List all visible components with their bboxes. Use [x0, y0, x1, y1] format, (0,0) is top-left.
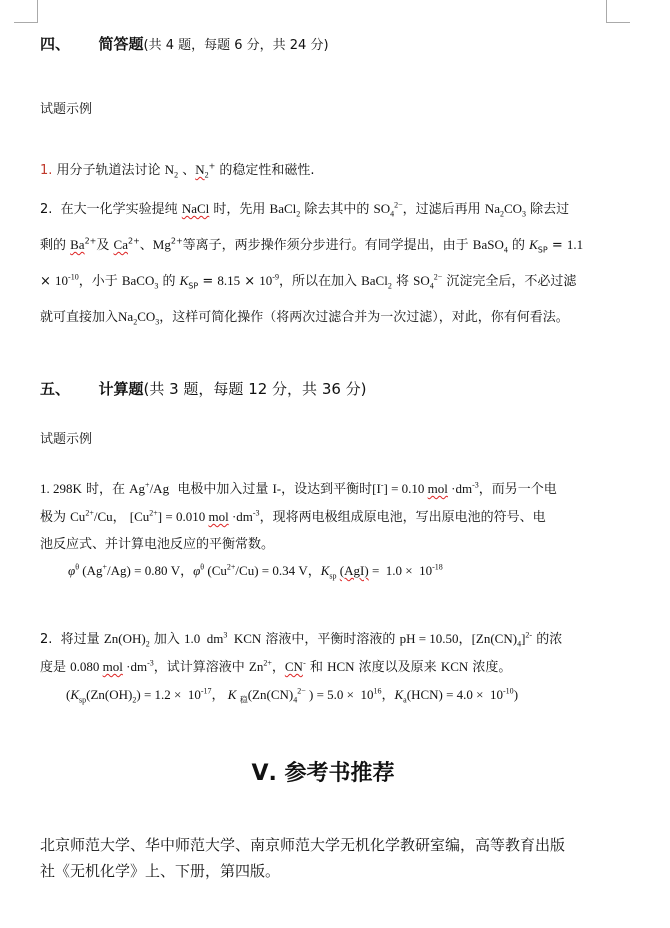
- section-4-title: 简答题: [98, 35, 144, 53]
- section-5-heading: [40, 378, 606, 399]
- q2-line-4: 就可直接加入$Na_2CO_3$，这样可简化操作（将两次过滤合并为一次过滤），对此，你有何看法。: [40, 309, 569, 327]
- calc-q2-line-2: 度是 0.080 mol $\cdot dm^{-3}$，试计算溶液中 $Zn^{2+}$，CN- 和 HCN 浓度以及原来 KCN 浓度。: [40, 658, 512, 675]
- section-5-question-1: [40, 480, 606, 580]
- section-4-heading: [40, 33, 606, 54]
- crop-mark-left-h: [14, 22, 38, 23]
- section-5-example-label: 试题示例: [40, 432, 93, 447]
- calc-q1-line-3: 池反应式、并计算电池反应的平衡常数。: [40, 537, 275, 552]
- calc-q2-line-3: ($K_{sp}(Zn(OH)_2) = 1.2 \times 10^{-17}$， K $_稳(Zn(CN)_4^{2-}$ ) = $5.0 \times 10^{16}$，$K_a(HCN) = 4.0 \times 10^{-10}$): [66, 686, 519, 705]
- reference-line-1: 北京师范大学、华中师范大学、南京师范大学无机化学教研室编，高等教育出版: [40, 836, 566, 854]
- q2-line-2: 剩的 $Ba^{2+}$及 $Ca^{2+}$、$Mg^{2+}$等离子，两步操作须分步进行。有同学提出，由于 BaSO$_4$ 的 $K_{SP} = 1.1$: [40, 236, 584, 255]
- calc-q1-line-1: 1. 298K 时，在 Ag+/Ag 电极中加入过量 I-，设达到平衡时[I-] = 0.10 mol $\cdot dm^{-3}$，而另一个电: [40, 480, 557, 497]
- reference-line-2: 社《无机化学》上、下册，第四版。: [40, 862, 281, 880]
- section-4-question-1: 1. 用分子轨道法讨论 $N_2$ 、$N_2^+$ 的稳定性和磁性.: [40, 161, 315, 180]
- reference-books-text: [40, 832, 606, 884]
- calc-q1-line-2: 极为 $Cu^{2+}/Cu$， $[Cu^{2+}] = 0.010$ mol $\cdot dm^{-3}$，现将两电极组成原电池，写出原电池的符号、电: [40, 508, 546, 525]
- section-4-meta: (共 4 题，每题 6 分，共 24 分): [143, 38, 329, 53]
- crop-mark-left-v: [37, 0, 38, 22]
- calc-q1-line-4: $\varphi^\theta$ (Ag+/Ag) = 0.80 V，$\varphi^\theta$ $(Cu^{2+}/Cu) = 0.34$ V，$K_{sp}$ $(AgI) = 1.0 \times 10^{-18}$: [68, 562, 443, 581]
- section-4-example-label: 试题示例: [40, 102, 93, 117]
- section-5-question-2: [40, 630, 606, 704]
- crop-mark-right-v: [606, 0, 607, 22]
- calc-q2-line-1: 2. 将过量 $Zn(OH)_2$ 加入 1.0 $dm^3$ KCN 溶液中，平衡时溶液的 pH = 10.50，$[Zn(CN)_4]^{2-}$ 的浓: [40, 630, 563, 649]
- q2-line-1: 2. 在大一化学实验提纯 NaCl 时，先用 BaCl$_2$ 除去其中的 $SO_4^{2-}$，过滤后再用 $Na_2CO_3$ 除去过: [40, 200, 570, 219]
- crop-mark-right-h: [606, 22, 630, 23]
- section-5-meta: (共 3 题，每题 12 分，共 36 分): [143, 380, 367, 398]
- section-5-number: 五、: [40, 380, 71, 398]
- section-5-title: 计算题: [98, 380, 144, 398]
- reference-books-heading: Ⅴ. 参考书推荐: [251, 761, 395, 786]
- section-4-question-2: [40, 200, 606, 344]
- section-4-number: 四、: [40, 35, 71, 53]
- q2-line-3: × $10^{-10}$，小于 BaCO$_3$ 的 $K_{SP} = 8.15 \times 10^{-9}$，所以在加入 BaCl$_2$ 将 $SO_4^{2-}$ 沉淀完全后，不必过滤: [40, 272, 577, 291]
